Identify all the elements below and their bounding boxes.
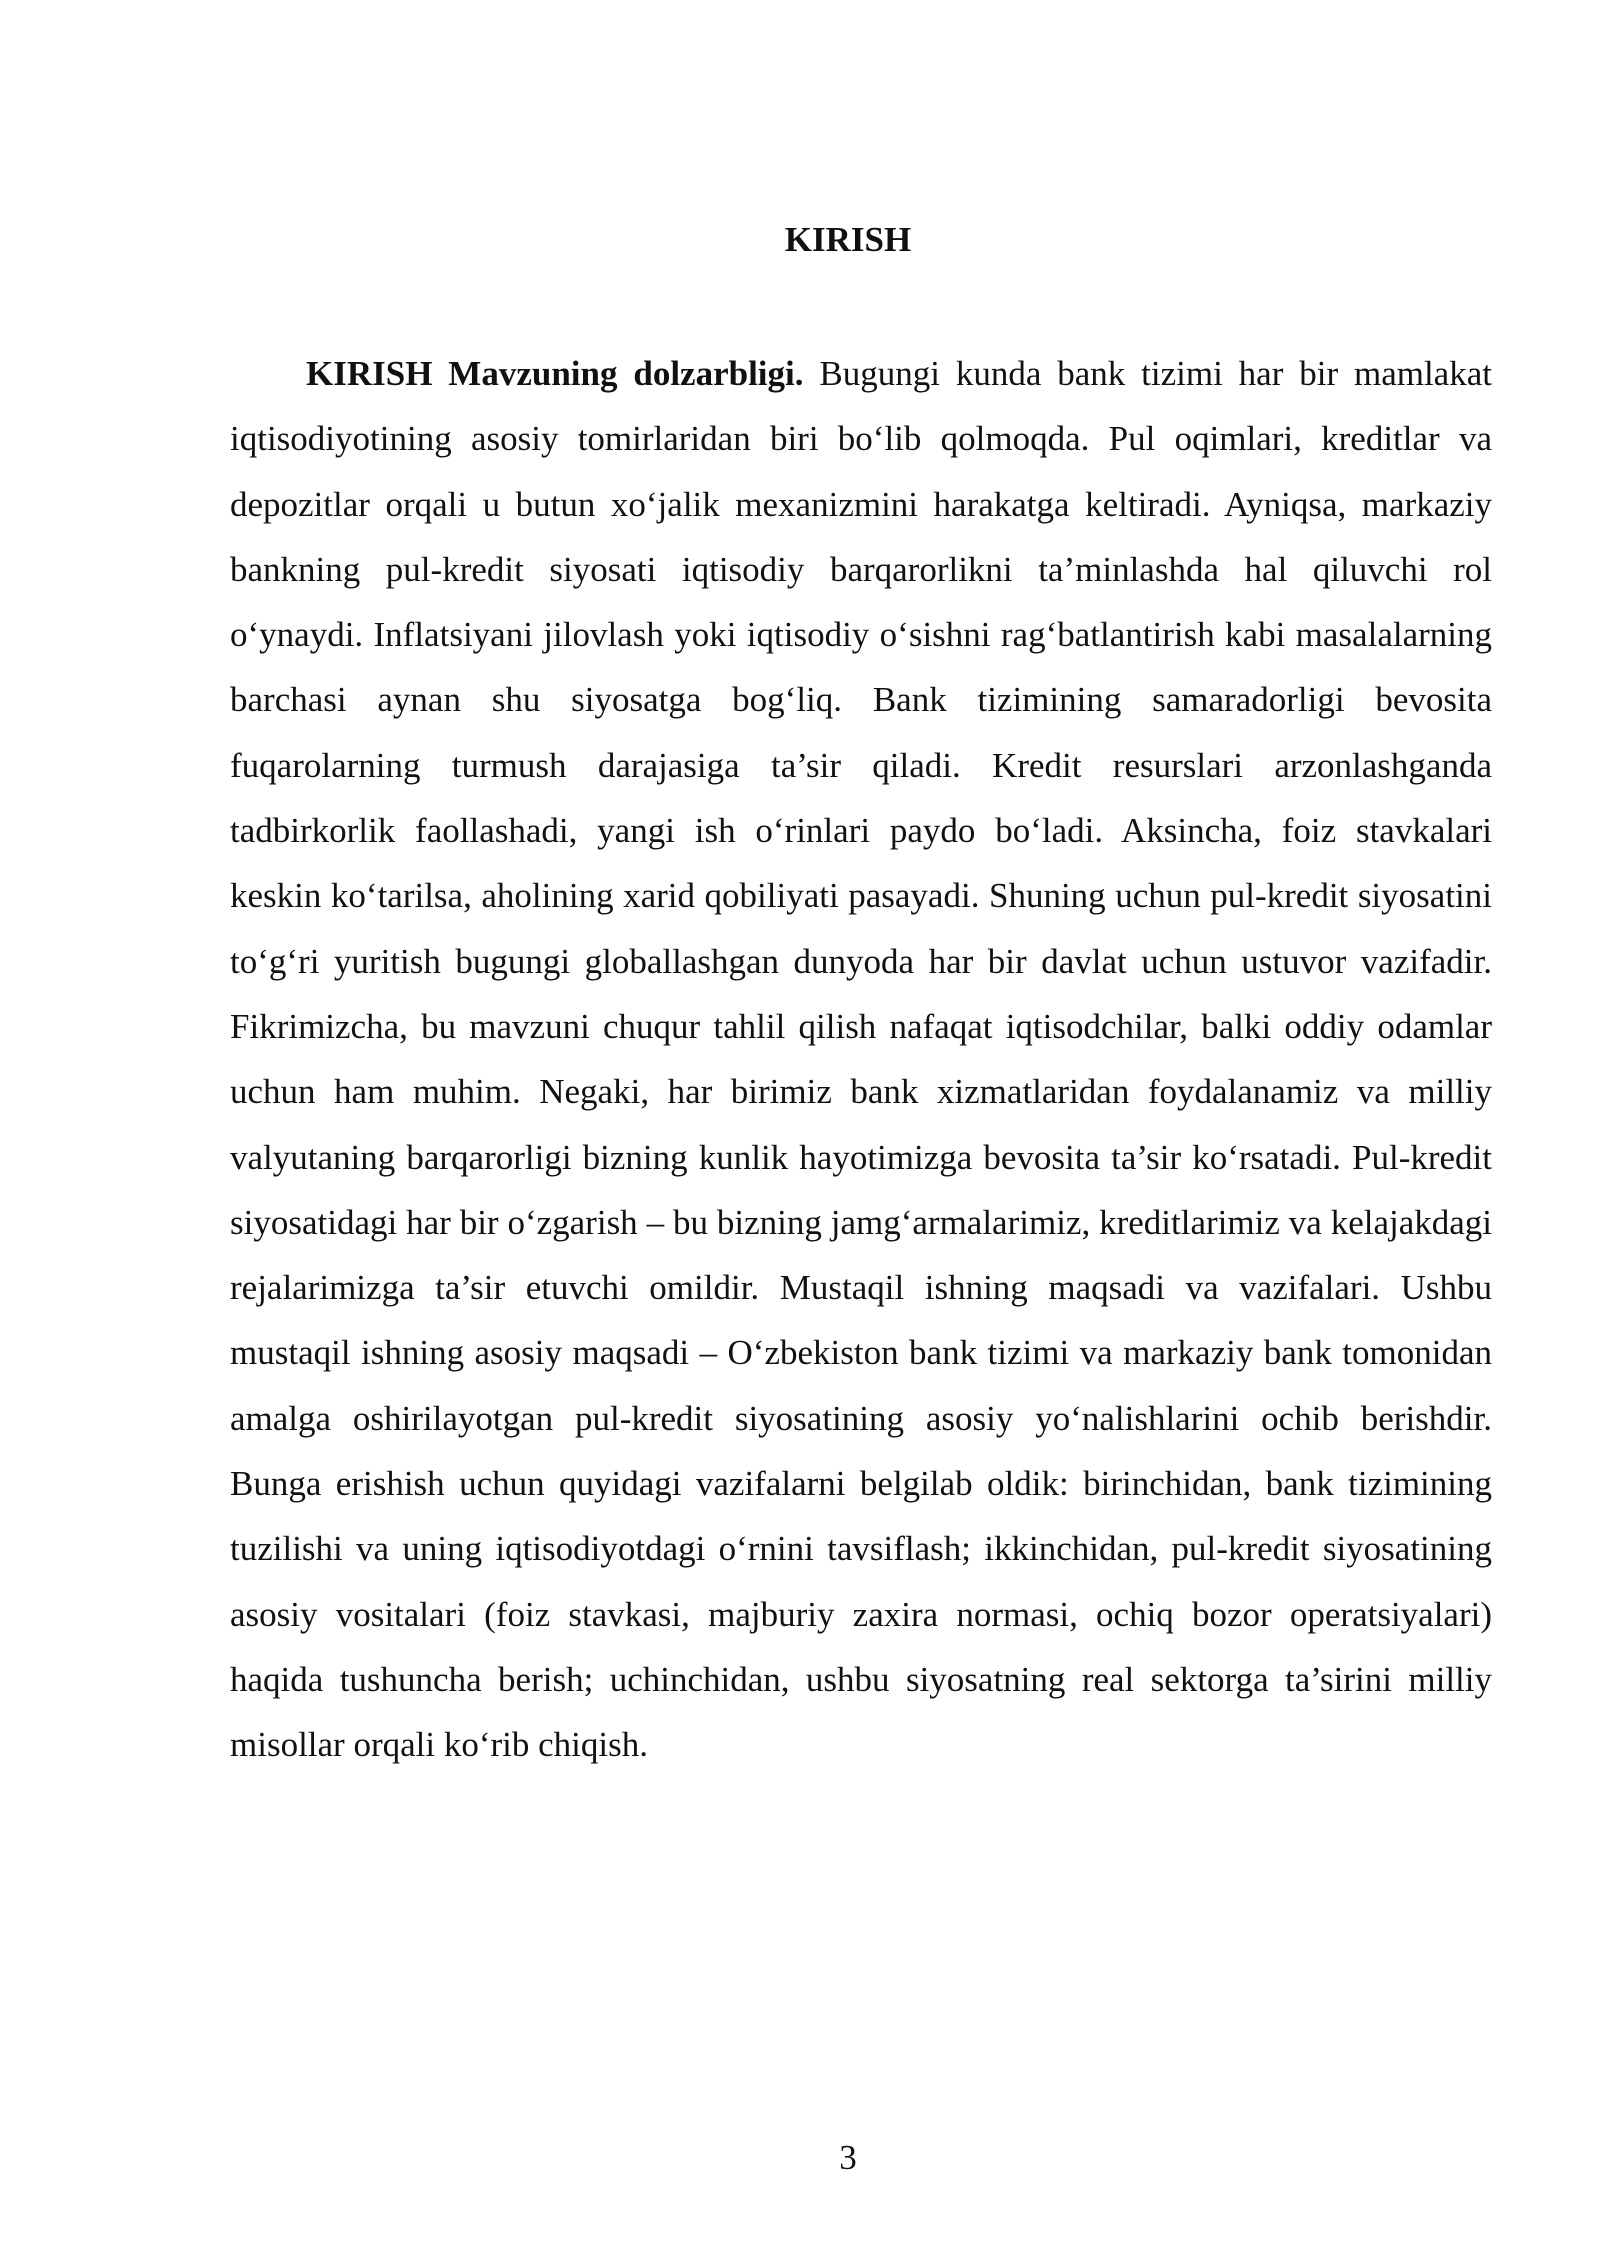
section-heading: KIRISH (784, 220, 912, 259)
paragraph-lead: KIRISH Mavzuning dolzarbligi. (306, 354, 804, 393)
paragraph-text: Bugungi kunda bank tizimi har bir mamlakat iqtisodiyotining asosiy tomirlaridan biri bo‘lib qolmoqda. Pul oqimlari, kreditlar va depozitlar orqali u butun xo‘jalik mexanizmini harakatga keltiradi. Ayniqsa, markaziy bankning pul-kredit siyosati iqtisodiy barqarorlikni ta’minlashda hal qiluvchi rol o‘ynaydi. Inflatsiyani jilovlash yoki iqtisodiy o‘sishni rag‘batlantirish kabi masalalarning barchasi aynan shu siyosatga bog‘liq. Bank tizimining samaradorligi bevosita fuqarolarning turmush darajasiga ta’sir qiladi. Kredit resurslari arzonlashganda tadbirkorlik faollashadi, yangi ish o‘rinlari paydo bo‘ladi. Aksincha, foiz stavkalari keskin ko‘tarilsa, aholining xarid qobiliyati pasayadi. Shuning uchun pul-kredit siyosatini to‘g‘ri yuritish bugungi globallashgan dunyoda har bir davlat uchun ustuvor vazifadir. Fikrimizcha, bu mavzuni chuqur tahlil qilish nafaqat iqtisodchilar, balki oddiy odamlar uchun ham muhim. Negaki, har birimiz bank xizmatlaridan foydalanamiz va milliy valyutaning barqarorligi bizning kunlik hayotimizga bevosita ta’sir ko‘rsatadi. Pul-kredit siyosatidagi har bir o‘zgarish – bu bizning jamg‘armalarimiz, kreditlarimiz va kelajakdagi rejalarimizga ta’sir etuvchi omildir. Mustaqil ishning maqsadi va vazifalari. Ushbu mustaqil ishning asosiy maqsadi – O‘zbekiston bank tizimi va markaziy bank tomonidan amalga oshirilayotgan pul-kredit siyosatining asosiy yo‘nalishlarini ochib berishdir. Bunga erishish uchun quyidagi vazifalarni belgilab oldik: birinchidan, bank tizimining tuzilishi va uning iqtisodiyotdagi o‘rnini tavsiflash; ikkinchidan, pul-kredit siyosatining asosiy vositalari (foiz stavkasi, majburiy zaxira normasi, ochiq bozor operatsiyalari) haqida tushuncha berish; uchinchidan, ushbu siyosatning real sektorga ta’sirini milliy misollar orqali ko‘rib chiqish. (230, 354, 1492, 1765)
page-number: 3 (839, 2138, 857, 2177)
body-paragraph (230, 341, 1492, 1778)
